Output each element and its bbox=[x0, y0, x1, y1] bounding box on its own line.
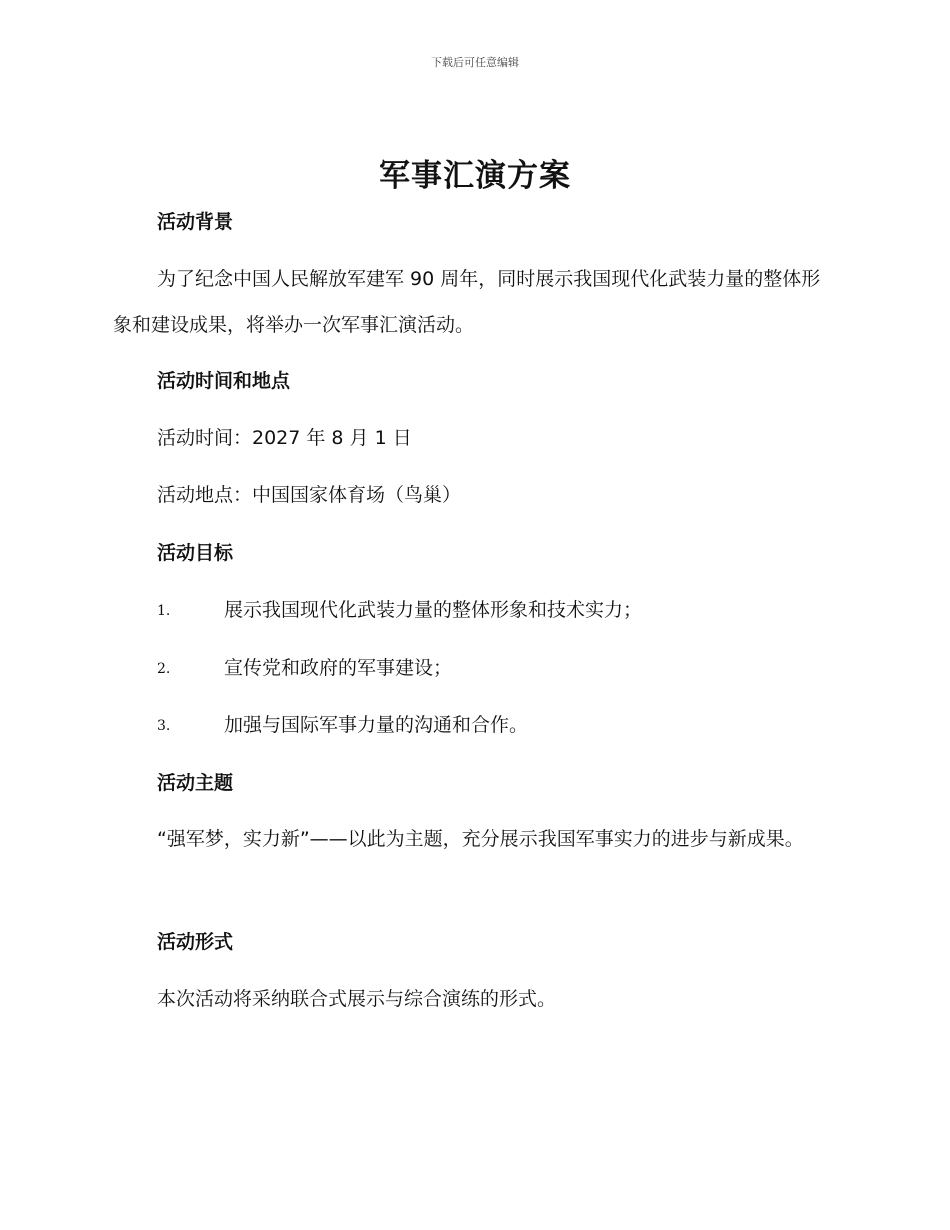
section-heading-time-place: 活动时间和地点 bbox=[157, 370, 291, 392]
list-text: 加强与国际军事力量的沟通和合作。 bbox=[224, 714, 529, 736]
list-number: 3. bbox=[157, 718, 171, 734]
document-title: 军事汇演方案 bbox=[379, 158, 571, 194]
section-heading-format: 活动形式 bbox=[157, 931, 234, 953]
list-text: 展示我国现代化武装力量的整体形象和技术实力； bbox=[224, 599, 643, 621]
section-heading-background: 活动背景 bbox=[157, 211, 234, 233]
list-text: 宣传党和政府的军事建设； bbox=[224, 657, 453, 679]
list-number: 2. bbox=[157, 661, 171, 677]
section-heading-theme: 活动主题 bbox=[157, 772, 234, 794]
header-watermark: 下载后可任意编辑 bbox=[431, 56, 519, 69]
format-paragraph: 本次活动将采纳联合式展示与综合演练的形式。 bbox=[157, 988, 557, 1010]
background-paragraph: 为了纪念中国人民解放军建军 90 周年，同时展示我国现代化武装力量的整体形象和建设成果，将举办一次军事汇演活动。 bbox=[113, 268, 821, 336]
event-place: 活动地点：中国国家体育场（鸟巢） bbox=[157, 484, 462, 506]
event-time: 活动时间：2027 年 8 月 1 日 bbox=[157, 427, 412, 449]
theme-paragraph: “强军梦，实力新”——以此为主题，充分展示我国军事实力的进步与新成果。 bbox=[157, 828, 804, 850]
section-heading-goals: 活动目标 bbox=[157, 542, 234, 564]
list-number: 1. bbox=[157, 603, 171, 619]
